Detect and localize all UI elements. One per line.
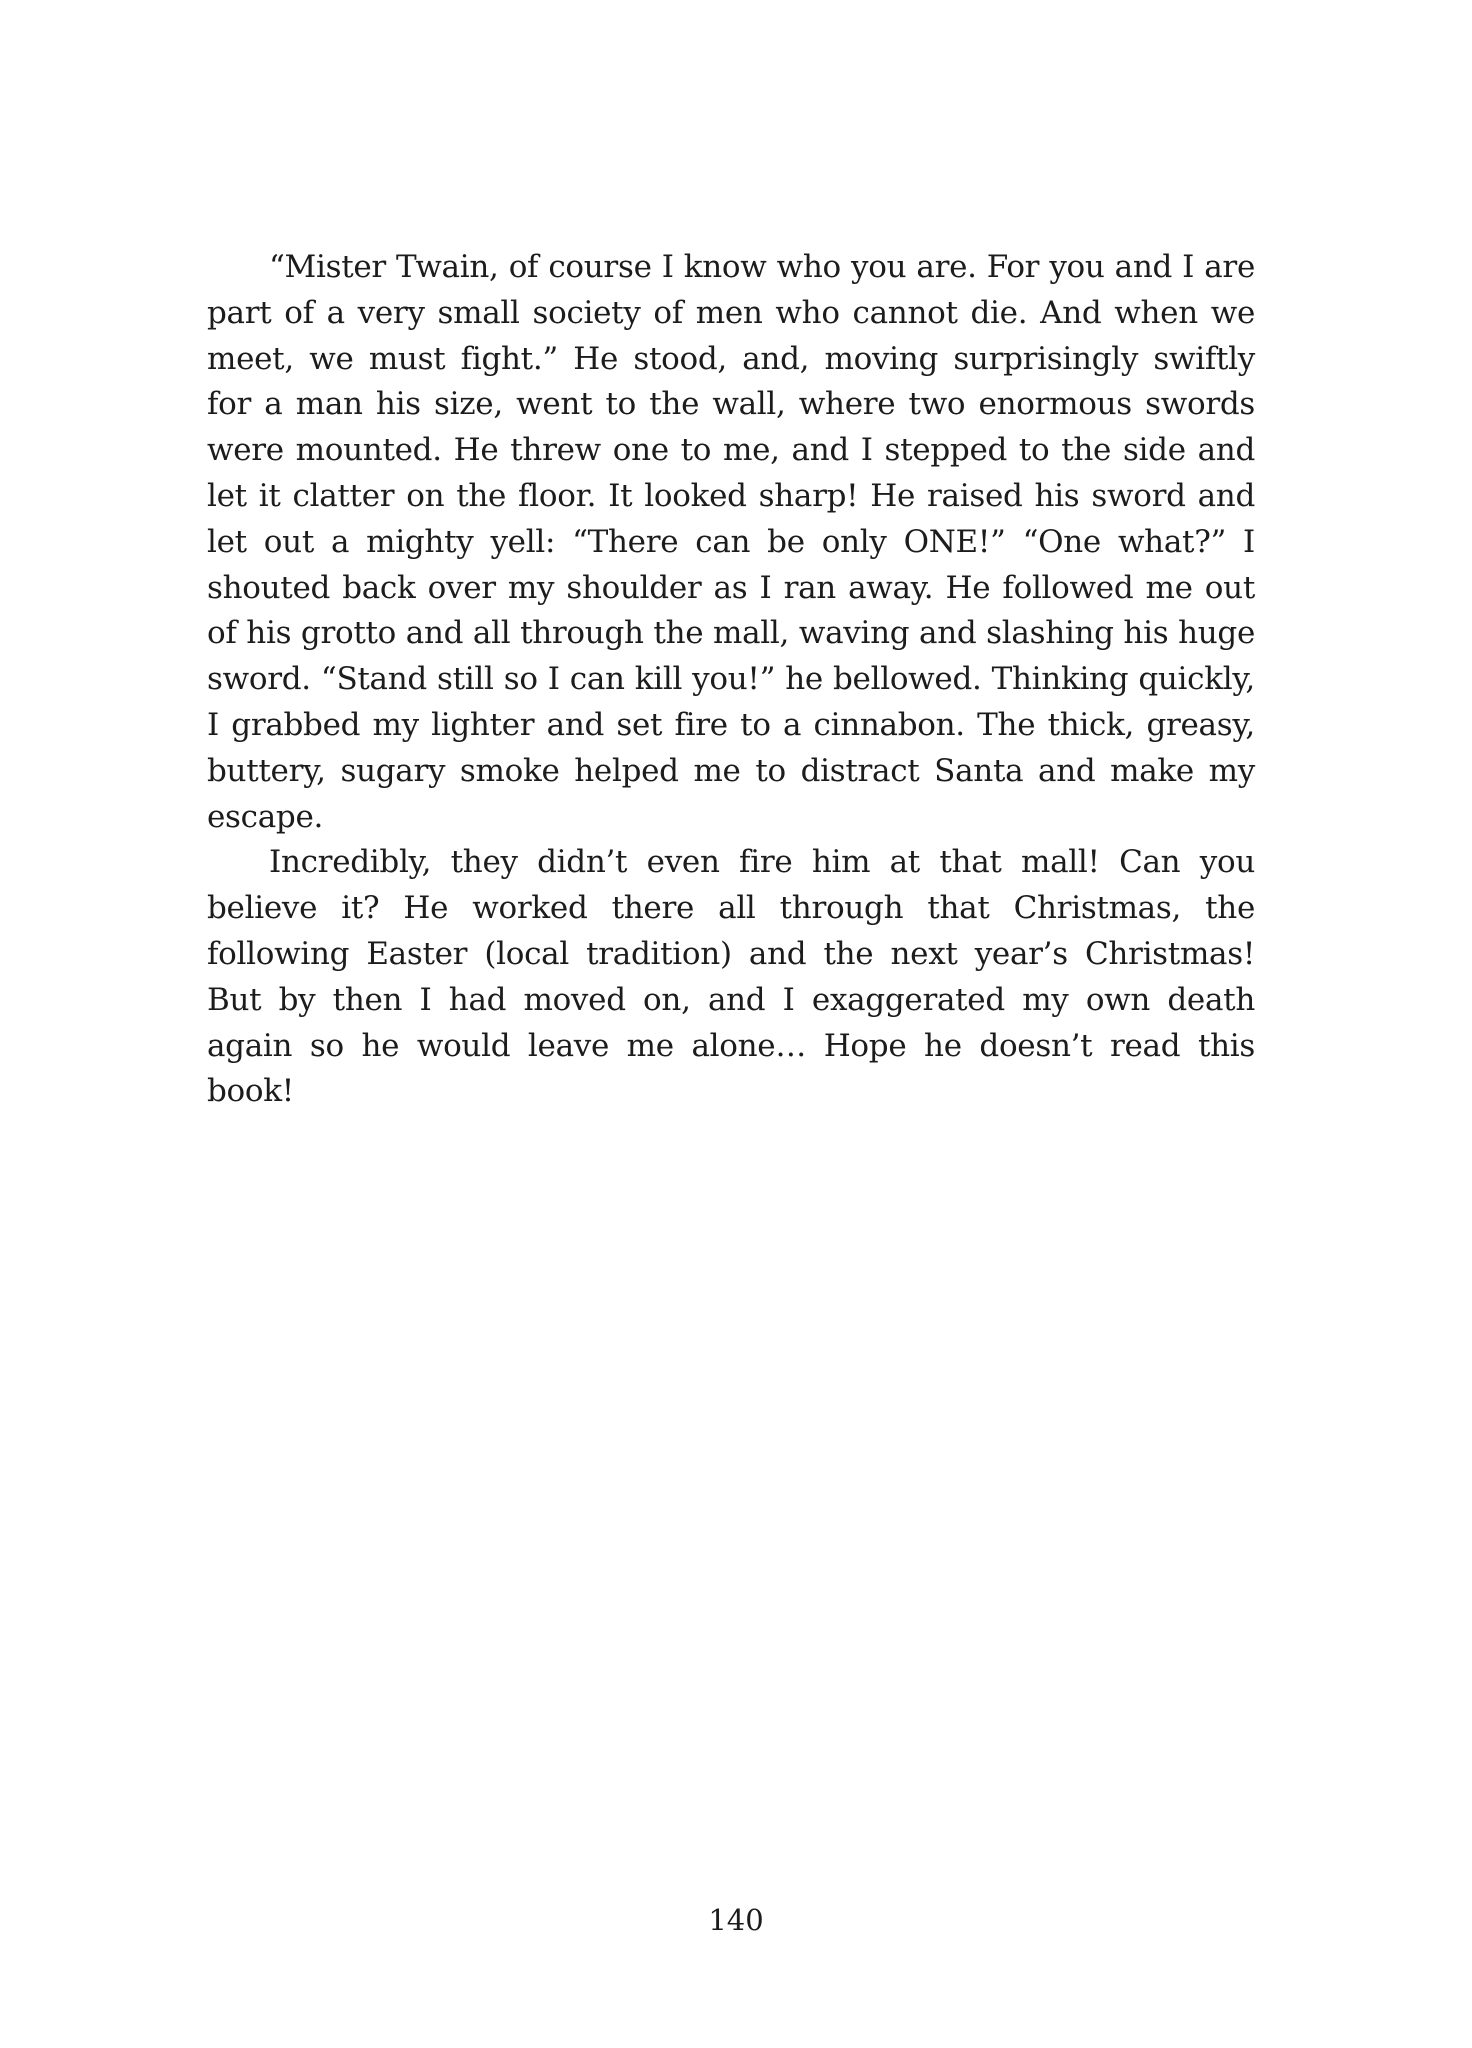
paragraph-2: Incredibly, they didn’t even fire him at that mall! Can you believe it? He worked there all through that Christmas, the following Easter (local tradition) and the next year’s Christmas! But by then I had moved on, and I exaggerated my own death again so he would leave me alone… Hope he doesn’t read this book! bbox=[207, 844, 1255, 1110]
paragraph-1: “Mister Twain, of course I know who you are. For you and I are part of a very small society of men who cannot die. And when we meet, we must fight.” He stood, and, moving surprisingly swiftly for a man his size, went to the wall, where two enormous swords were mounted. He threw one to me, and I stepped to the side and let it clatter on the floor. It looked sharp! He raised his sword and let out a mighty yell: “There can be only ONE!” “One what?” I shouted back over my shoulder as I ran away. He followed me out of his grotto and all through the mall, waving and slashing his huge sword. “Stand still so I can kill you!” he bellowed. Thinking quickly, I grabbed my lighter and set fire to a cinnabon. The thick, greasy, buttery, sugary smoke helped me to distract Santa and make my escape. bbox=[207, 249, 1255, 835]
page-number: 140 bbox=[708, 1903, 764, 1937]
body-text bbox=[207, 245, 1255, 1115]
